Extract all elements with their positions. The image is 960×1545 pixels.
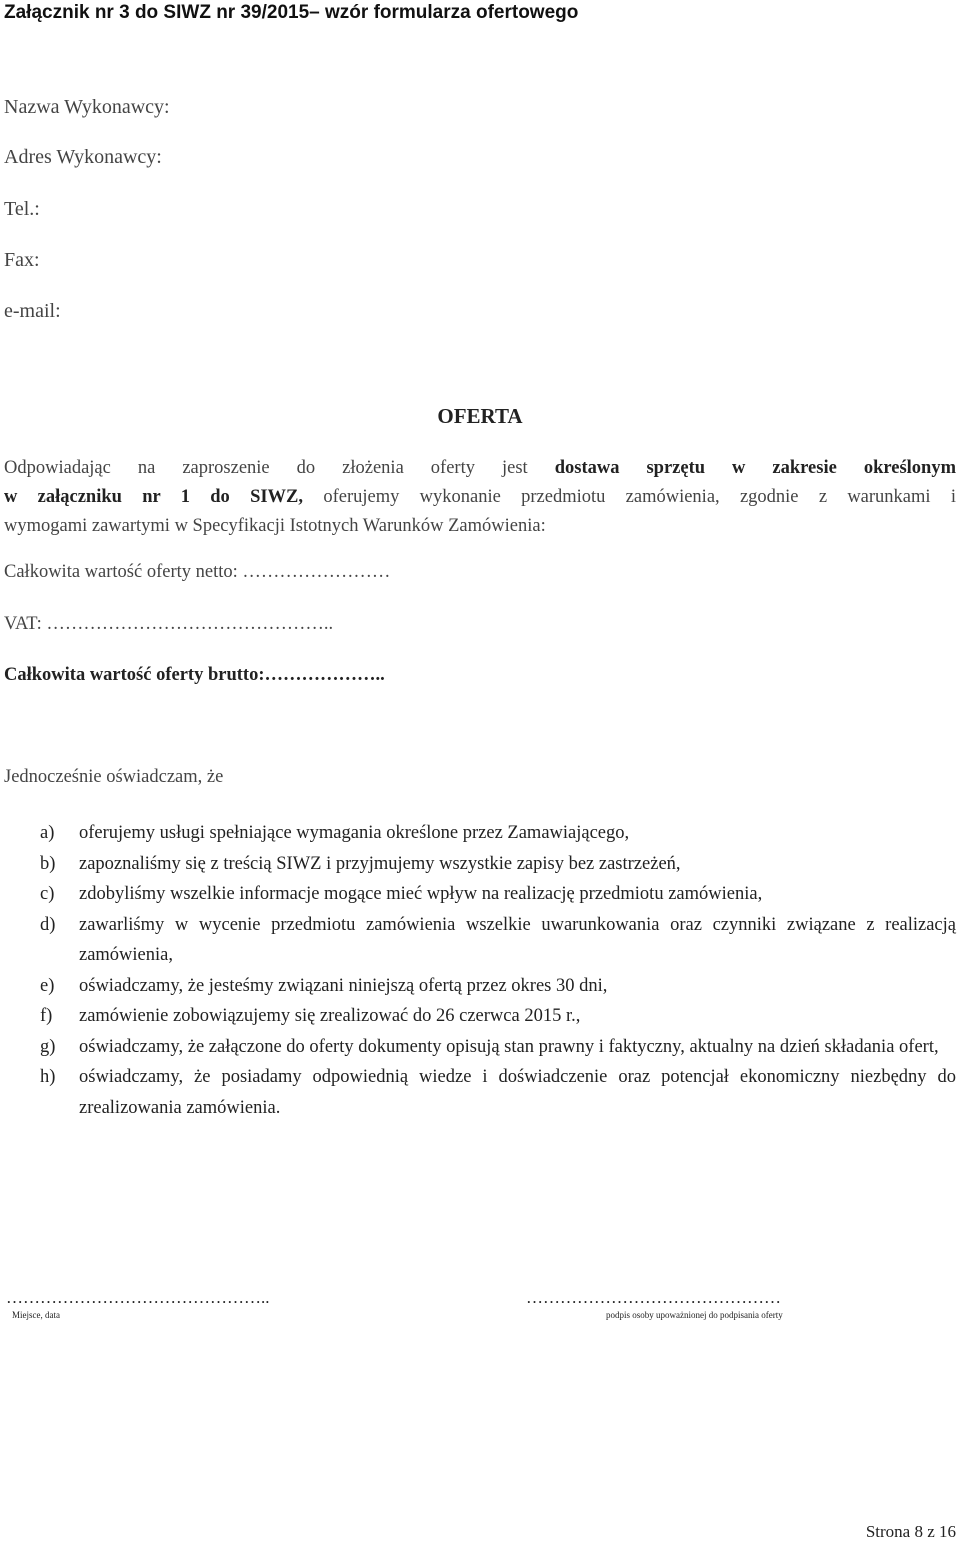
tel-label: Tel.: [4,198,40,220]
declarations-list [4,818,956,1123]
list-item-text: oświadczamy, że jesteśmy związani niniejszą ofertą przez okres 30 dni, [79,975,608,996]
list-marker: e) [40,975,55,996]
list-marker: c) [40,884,55,904]
list-item-text: zawarliśmy w wycenie przedmiotu zamówienia wszelkie uwarunkowania oraz czynniki związane z realizacją zamówienia, [79,914,956,965]
place-date-line: ……………………………………….. [6,1288,270,1307]
document-header: Załącznik nr 3 do SIWZ nr 39/2015– wzór formularza ofertowego [4,2,579,23]
list-item-text: zamówienie zobowiązujemy się zrealizować do 26 czerwca 2015 r., [79,1006,581,1026]
net-value-line: Całkowita wartość oferty netto: …………………… [4,562,391,582]
list-item [4,879,956,910]
declaration-intro: Jednocześnie oświadczam, że [4,767,224,787]
list-marker: f) [40,1006,53,1026]
list-marker: g) [40,1036,56,1057]
list-item-text: oferujemy usługi spełniające wymagania określone przez Zamawiającego, [79,823,630,843]
gross-value-line: Całkowita wartość oferty brutto:……………….. [4,665,385,685]
signature-caption: podpis osoby upoważnionej do podpisania oferty [606,1310,783,1320]
offer-title: OFERTA [437,404,523,428]
contractor-address-label: Adres Wykonawcy: [4,146,162,168]
list-item-text: oświadczamy, że załączone do oferty dokumenty opisują stan prawny i faktyczny, aktualny na dzień składania ofert, [79,1036,939,1057]
intro-bold-text: w załączniku nr 1 do SIWZ, [4,487,304,507]
list-item [4,1001,956,1032]
list-item [4,818,956,849]
intro-paragraph [4,454,956,541]
contractor-name-label: Nazwa Wykonawcy: [4,96,170,118]
list-item-text: zdobyliśmy wszelkie informacje mogące mieć wpływ na realizację przedmiotu zamówienia, [79,884,763,904]
list-item-text: zapoznaliśmy się z treścią SIWZ i przyjmujemy wszystkie zapisy bez zastrzeżeń, [79,853,681,874]
place-date-caption: Miejsce, data [12,1310,60,1320]
list-item [4,1062,956,1123]
list-marker: a) [40,823,55,843]
intro-line-3: wymogami zawartymi w Specyfikacji Istotnych Warunków Zamówienia: [4,516,546,536]
vat-line: VAT: ……………………………………….. [4,614,334,634]
signature-line: ……………………………………… [526,1288,781,1307]
list-item [4,910,956,971]
list-item-text: oświadczamy, że posiadamy odpowiednią wiedze i doświadczenie oraz potencjał ekonomiczny niezbędny do zrealizowania zamówienia. [79,1067,956,1118]
list-marker: h) [40,1067,56,1087]
list-item [4,1032,956,1063]
fax-label: Fax: [4,249,40,271]
list-item [4,971,956,1002]
intro-line-2 [4,483,956,512]
intro-bold-text: dostawa sprzętu w zakresie określonym [554,458,956,478]
intro-text: Odpowiadając na zaproszenie do złożenia oferty jest [4,458,555,478]
email-label: e-mail: [4,300,61,322]
list-item [4,849,956,880]
page-number: Strona 8 z 16 [865,1522,956,1541]
intro-line-1 [4,454,956,483]
list-marker: b) [40,853,56,874]
list-marker: d) [40,914,56,935]
intro-text: oferujemy wykonanie przedmiotu zamówienia, zgodnie z warunkami i [303,487,956,507]
